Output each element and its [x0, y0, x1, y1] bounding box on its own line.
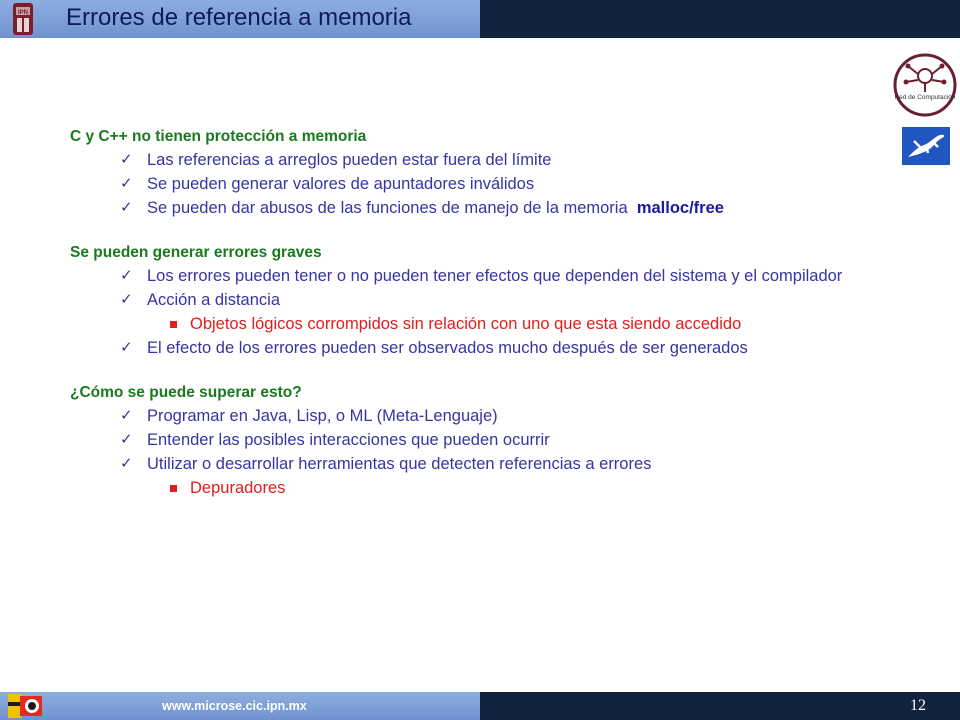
footer-bar — [0, 692, 960, 720]
sub-list-item — [70, 315, 890, 333]
check-icon: ✓ — [120, 407, 133, 424]
list-item-text: Las referencias a arreglos pueden estar fuera del límite — [147, 151, 552, 169]
list-item — [70, 199, 890, 217]
square-bullet-icon — [170, 485, 177, 492]
ipn-logo-text: IPN — [17, 10, 29, 16]
list-item-text: Los errores pueden tener o no pueden tener efectos que dependen del sistema y el compilador — [147, 267, 843, 285]
list-item-text: Programar en Java, Lisp, o ML (Meta-Lenguaje) — [147, 407, 498, 425]
check-icon: ✓ — [120, 199, 133, 216]
list-item — [70, 291, 890, 309]
check-icon: ✓ — [120, 291, 133, 308]
list-item — [70, 267, 890, 285]
sub-list-item-text: Depuradores — [190, 479, 286, 497]
list-item — [70, 339, 890, 357]
page-number: 12 — [910, 697, 926, 714]
check-icon: ✓ — [120, 151, 133, 168]
list-item — [70, 431, 890, 449]
list-item-text: Entender las posibles interacciones que pueden ocurrir — [147, 431, 550, 449]
check-icon: ✓ — [120, 267, 133, 284]
cic-logo — [6, 692, 46, 720]
list-item-text: Utilizar o desarrollar herramientas que detecten referencias a errores — [147, 455, 652, 473]
section-heading-1: C y C++ no tienen protección a memoria — [70, 128, 367, 145]
section-heading-2: Se pueden generar errores graves — [70, 244, 322, 261]
header-title-band — [0, 0, 480, 38]
lizard-logo — [902, 127, 950, 165]
page-title: Errores de referencia a memoria — [66, 4, 412, 31]
lizard-icon — [902, 127, 950, 165]
check-icon: ✓ — [120, 455, 133, 472]
sub-list-item-text: Objetos lógicos corrompidos sin relación con uno que esta siendo accedido — [190, 315, 742, 333]
square-bullet-icon — [170, 321, 177, 328]
list-item — [70, 455, 890, 473]
list-item-bold-text: malloc/free — [636, 199, 724, 217]
slide-content — [70, 127, 890, 503]
ipn-logo — [6, 2, 40, 36]
check-icon: ✓ — [120, 175, 133, 192]
list-item — [70, 175, 890, 193]
list-item-text: Se pueden dar abusos de las funciones de manejo de la memoria — [147, 199, 628, 217]
section-heading-3: ¿Cómo se puede superar esto? — [70, 384, 302, 401]
sub-list-item — [70, 479, 890, 497]
list-item — [70, 151, 890, 169]
list-item-text: El efecto de los errores pueden ser observados mucho después de ser generados — [147, 339, 748, 357]
red-logo-text: Red de Computación — [894, 94, 956, 101]
footer-url-link[interactable]: www.microse.cic.ipn.mx — [162, 699, 307, 713]
list-item-text: Acción a distancia — [147, 291, 280, 309]
red-computacion-logo — [892, 52, 958, 118]
footer-band — [0, 692, 480, 720]
list-item-text: Se pueden generar valores de apuntadores inválidos — [147, 175, 535, 193]
header-bar — [0, 0, 960, 38]
check-icon: ✓ — [120, 339, 133, 356]
list-item — [70, 407, 890, 425]
check-icon: ✓ — [120, 431, 133, 448]
